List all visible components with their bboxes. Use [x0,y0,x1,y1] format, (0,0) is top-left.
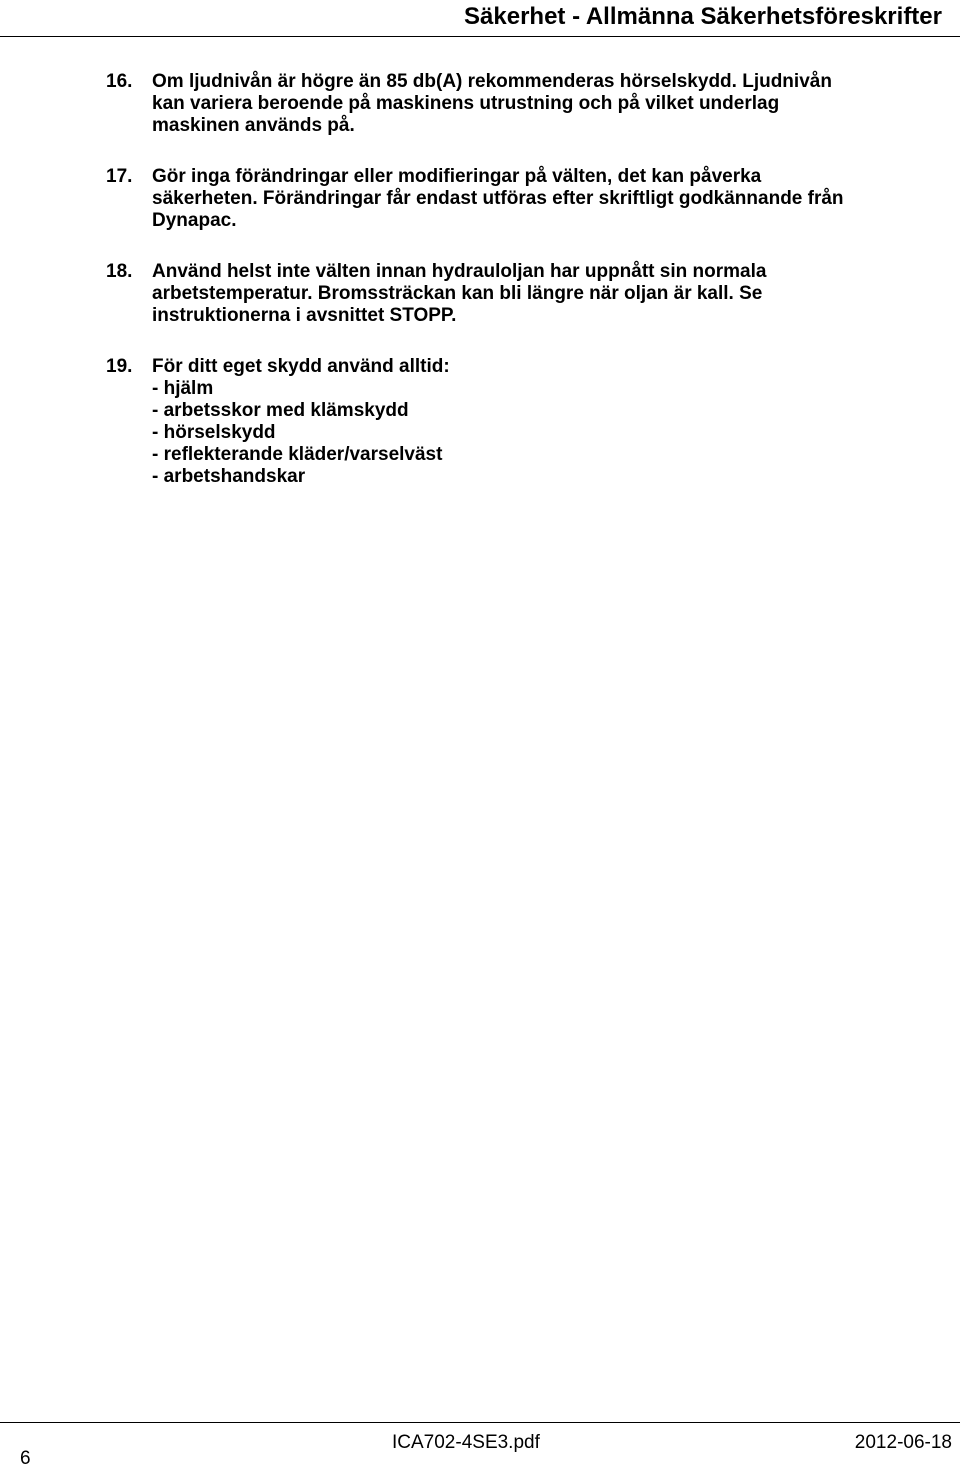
rule-text-line: För ditt eget skydd använd alltid: [152,356,450,377]
footer-date: 2012-06-18 [854,1432,952,1453]
rule-number: 18. [106,261,133,282]
rule-item-17 [0,166,960,232]
safety-rules-list [0,71,960,517]
footer-file-name: ICA702-4SE3.pdf [392,1432,540,1453]
rule-text-line: Om ljudnivån är högre än 85 db(A) rekommenderas hörselskydd. Ljudnivån [152,71,832,92]
protective-gear-item: - arbetshandskar [152,466,306,487]
rule-text-line: Dynapac. [152,210,237,231]
rule-text-line: Gör inga förändringar eller modifieringar på välten, det kan påverka [152,166,762,187]
rule-item-19 [0,356,960,488]
rule-text-line: säkerheten. Förändringar får endast utföras efter skriftligt godkännande från [152,188,844,209]
rule-number: 16. [106,71,133,92]
protective-gear-item: - hjälm [152,378,214,399]
protective-gear-item: - hörselskydd [152,422,276,443]
protective-gear-item: - arbetsskor med klämskydd [152,400,409,421]
rule-number: 19. [106,356,133,377]
rule-text-line: kan variera beroende på maskinens utrustning och på vilket underlag [152,93,780,114]
rule-text-line: maskinen används på. [152,115,355,136]
page-number: 6 [20,1448,31,1469]
rule-item-16 [0,71,960,137]
footer-divider [0,1422,960,1423]
page-header-title: Säkerhet - Allmänna Säkerhetsföreskrifter [464,3,942,30]
rule-number: 17. [106,166,133,187]
header-divider [0,36,960,37]
rule-text-line: instruktionerna i avsnittet STOPP. [152,305,457,326]
rule-text-line: arbetstemperatur. Bromssträckan kan bli längre när oljan är kall. Se [152,283,763,304]
rule-text-line: Använd helst inte välten innan hydrauloljan har uppnått sin normala [152,261,767,282]
rule-item-18 [0,261,960,327]
protective-gear-item: - reflekterande kläder/varselväst [152,444,443,465]
